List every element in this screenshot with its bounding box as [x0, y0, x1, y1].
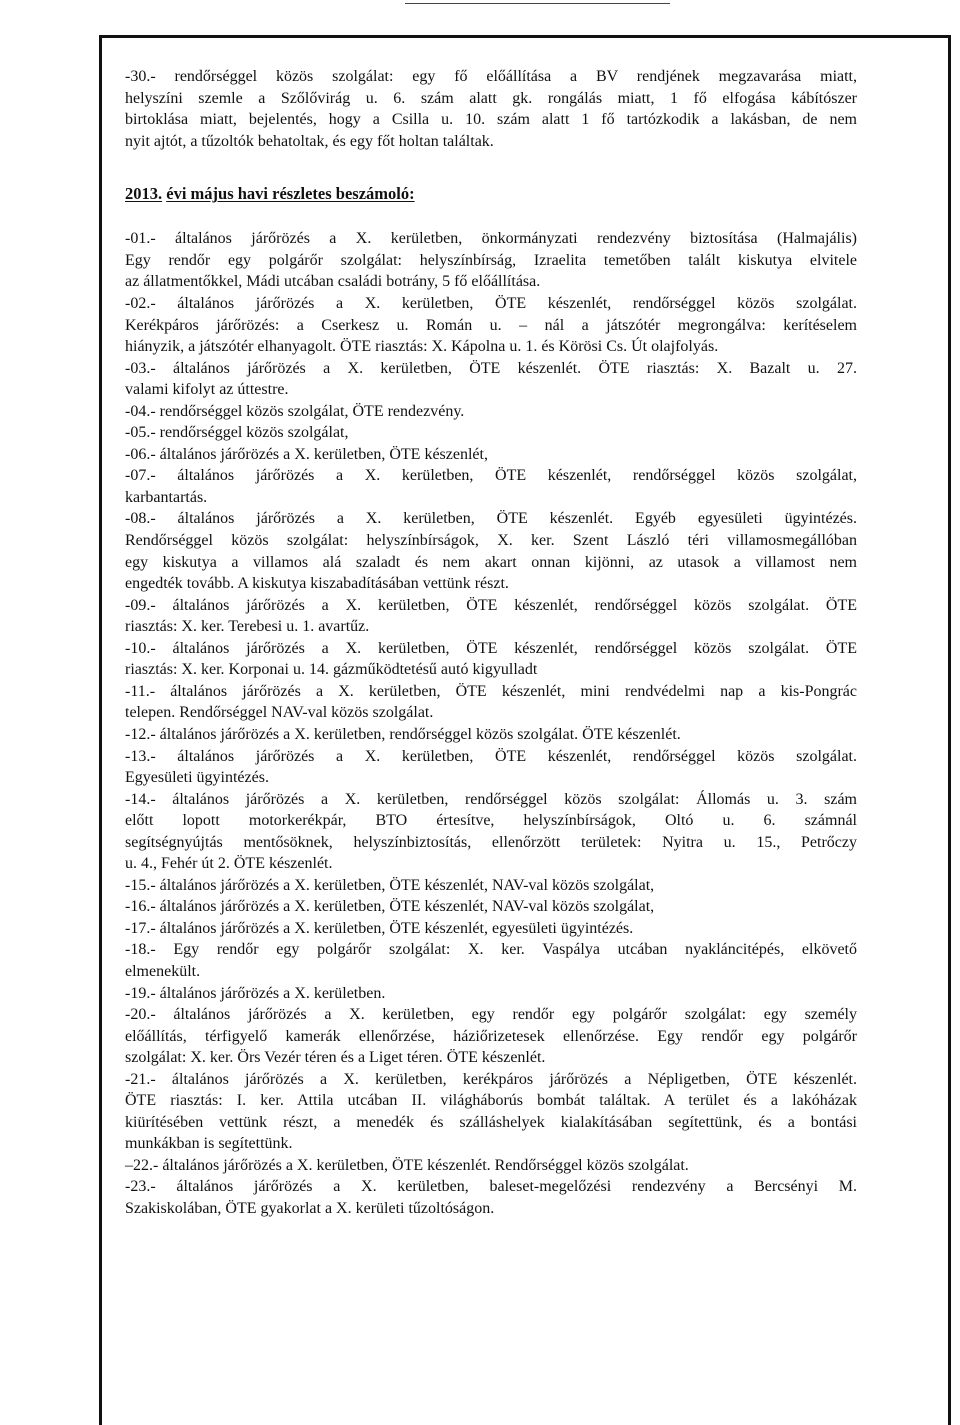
- text-line: -07.- általános járőrözés a X. kerületben, ÖTE készenlét, rendőrséggel közös szolgálat,: [125, 467, 857, 485]
- text-line: előállítás, térfigyelő kamerák ellenőrzése, háziőrizetesek ellenőrzése. Egy rendőr egy polgárőr: [125, 1027, 857, 1045]
- top-rule: [405, 3, 670, 4]
- text-line: valami kifolyt az úttestre.: [125, 381, 289, 399]
- daily-entry: [125, 1155, 857, 1177]
- text-line: -23.- általános járőrözés a X. kerületben, baleset-megelőzési rendezvény a Bercsényi M.: [125, 1178, 857, 1196]
- text-line: egy kiskutya a villamos alá szaladt és nem akart onnan kijönni, az utasok a villamost nem: [125, 553, 857, 571]
- daily-entries-list: [125, 228, 857, 1219]
- text-line: -09.- általános járőrözés a X. kerületben, ÖTE készenlét, rendőrséggel közös szolgálat. ÖTE: [125, 596, 857, 614]
- text-line: riasztás: X. ker. Korponai u. 14. gázműködtetésű autó kigyulladt: [125, 661, 538, 679]
- daily-entry: [125, 595, 857, 638]
- text-line: -05.- rendőrséggel közös szolgálat,: [125, 424, 349, 442]
- heading-year: 2013.: [125, 184, 163, 204]
- heading-title: évi május havi részletes beszámoló:: [166, 184, 415, 204]
- text-line: -14.- általános járőrözés a X. kerületben, rendőrséggel közös szolgálat: Állomás u. 3. szám: [125, 790, 857, 808]
- text-line: -13.- általános járőrözés a X. kerületben, ÖTE készenlét, rendőrséggel közös szolgálat.: [125, 747, 857, 765]
- text-line: karbantartás.: [125, 488, 208, 506]
- text-line: nyit ajtót, a tűzoltók behatoltak, és egy főt holtan találtak.: [125, 132, 494, 150]
- text-line: kiürítésében vettünk részt, a menedék és szálláshelyek kialakításában segítettünk, és a bontási: [125, 1113, 857, 1131]
- text-line: -12.- általános járőrözés a X. kerületben, rendőrséggel közös szolgálat. ÖTE készenlét.: [125, 725, 681, 743]
- daily-entry: [125, 939, 857, 982]
- daily-entry: [125, 422, 857, 444]
- text-line: az állatmentőkkel, Mádi utcában családi botrány, 5 fő előállítása.: [125, 273, 541, 291]
- daily-entry: [125, 875, 857, 897]
- daily-entry: [125, 983, 857, 1005]
- text-line: -19.- általános járőrözés a X. kerületben.: [125, 984, 386, 1002]
- daily-entry: [125, 358, 857, 401]
- text-line: Egyesületi ügyintézés.: [125, 769, 269, 787]
- text-line: -10.- általános járőrözés a X. kerületben, ÖTE készenlét, rendőrséggel közös szolgálat. ÖTE: [125, 639, 857, 657]
- text-line: -01.- általános járőrözés a X. kerületben, önkormányzati rendezvény biztosítása (Halmajális): [125, 230, 857, 248]
- text-line: szolgálat: X. ker. Örs Vezér téren és a Liget téren. ÖTE készenlét.: [125, 1049, 546, 1067]
- daily-entry: [125, 401, 857, 423]
- daily-entry: [125, 638, 857, 681]
- text-line: –22.- általános járőrözés a X. kerületben, ÖTE készenlét. Rendőrséggel közös szolgálat.: [125, 1156, 689, 1174]
- text-line: -04.- rendőrséggel közös szolgálat, ÖTE rendezvény.: [125, 402, 465, 420]
- text-line: helyszíni szemle a Szőlővirág u. 6. szám alatt gk. rongálás miatt, 1 fő elfogása kábítószer: [125, 89, 857, 107]
- text-line: elmenekült.: [125, 962, 201, 980]
- text-line: -17.- általános járőrözés a X. kerületben, ÖTE készenlét, egyesületi ügyintézés.: [125, 919, 634, 937]
- text-line: -16.- általános járőrözés a X. kerületben, ÖTE készenlét, NAV-val közös szolgálat,: [125, 898, 655, 916]
- report-heading: [125, 183, 857, 205]
- document-body: [125, 66, 857, 1220]
- daily-entry: [125, 228, 857, 293]
- text-line: előtt lopott motorkerékpár, BTO értesítve, helyszínbírságok, Oltó u. 6. számnál: [125, 812, 857, 830]
- daily-entry: [125, 293, 857, 358]
- daily-entry: [125, 1176, 857, 1219]
- text-line: -06.- általános járőrözés a X. kerületben, ÖTE készenlét,: [125, 445, 488, 463]
- text-line: -20.- általános járőrözés a X. kerületben, egy rendőr egy polgárőr szolgálat: egy személy: [125, 1006, 857, 1024]
- text-line: munkákban is segítettünk.: [125, 1135, 293, 1153]
- daily-entry: [125, 508, 857, 594]
- text-line: telepen. Rendőrséggel NAV-val közös szolgálat.: [125, 704, 434, 722]
- text-line: Egy rendőr egy polgárőr szolgálat: helyszínbírság, Izraelita temetőben talált kiskutya elvitele: [125, 251, 857, 269]
- text-line: -03.- általános járőrözés a X. kerületben, ÖTE készenlét. ÖTE riasztás: X. Bazalt u. 27.: [125, 359, 857, 377]
- daily-entry: [125, 746, 857, 789]
- text-line: birtoklása miatt, bejelentés, hogy a Csilla u. 10. szám alatt 1 fő tartózkodik a lakásban, de nem: [125, 111, 857, 129]
- text-line: Kerékpáros járőrözés: a Cserkesz u. Román u. – nál a játszótér megrongálva: kerítéselem: [125, 316, 857, 334]
- daily-entry: [125, 444, 857, 466]
- text-line: u. 4., Fehér út 2. ÖTE készenlét.: [125, 855, 333, 873]
- text-line: -15.- általános járőrözés a X. kerületben, ÖTE készenlét, NAV-val közös szolgálat,: [125, 876, 655, 894]
- text-line: hiányzik, a játszótér elhanyagolt. ÖTE riasztás: X. Kápolna u. 1. és Körösi Cs. Út olajfolyás.: [125, 338, 719, 356]
- daily-entry: [125, 896, 857, 918]
- daily-entry: [125, 681, 857, 724]
- text-line: engedték tovább. A kiskutya kiszabadításában vettünk részt.: [125, 575, 509, 593]
- daily-entry: [125, 465, 857, 508]
- text-line: -08.- általános járőrözés a X. kerületben, ÖTE készenlét. Egyéb egyesületi ügyintézés.: [125, 510, 857, 528]
- daily-entry: [125, 789, 857, 875]
- text-line: -30.- rendőrséggel közös szolgálat: egy fő előállítása a BV rendjének megzavarása miatt,: [125, 68, 857, 85]
- text-line: riasztás: X. ker. Terebesi u. 1. avartűz.: [125, 618, 370, 636]
- text-line: -21.- általános járőrözés a X. kerületben, kerékpáros járőrözés a Népligetben, ÖTE készenlét.: [125, 1070, 857, 1088]
- daily-entry: [125, 918, 857, 940]
- text-line: ÖTE riasztás: I. ker. Attila utcában II. világháborús bombát találtak. A terület és a lakóházak: [125, 1092, 857, 1110]
- intro-paragraph: [125, 66, 857, 152]
- daily-entry: [125, 724, 857, 746]
- text-line: Szakiskolában, ÖTE gyakorlat a X. kerületi tűzoltóságon.: [125, 1199, 495, 1217]
- text-line: -18.- Egy rendőr egy polgárőr szolgálat: X. ker. Vaspálya utcában nyakláncitépés, elkövető: [125, 941, 857, 959]
- text-line: -11.- általános járőrözés a X. kerületben, ÖTE készenlét, mini rendvédelmi nap a kis-Pongrác: [125, 682, 857, 700]
- text-line: -02.- általános járőrözés a X. kerületben, ÖTE készenlét, rendőrséggel közös szolgálat.: [125, 295, 857, 313]
- text-line: segítségnyújtás mentősöknek, helyszínbiztosítás, ellenőrzött területek: Nyitra u. 15., Petrőczy: [125, 833, 857, 851]
- daily-entry: [125, 1004, 857, 1069]
- daily-entry: [125, 1069, 857, 1155]
- text-line: Rendőrséggel közös szolgálat: helyszínbírságok, X. ker. Szent László téri villamosmegállóban: [125, 532, 857, 550]
